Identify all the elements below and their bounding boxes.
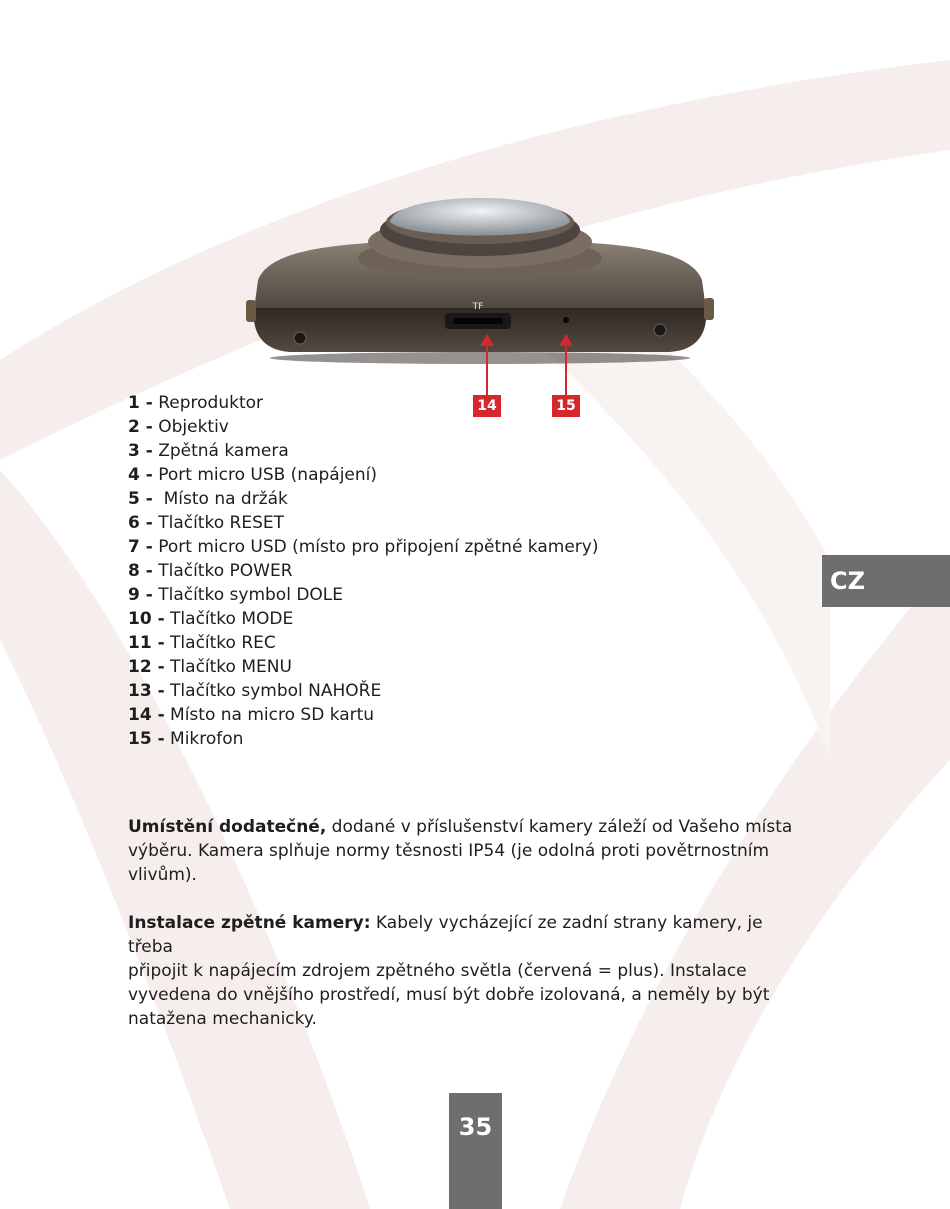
rear-camera-line-1: Kabely vycházející ze zadní strany kamery, je třeba <box>128 913 763 957</box>
item-number: 1 - <box>128 393 153 413</box>
list-item <box>128 511 598 535</box>
item-text: Objektiv <box>152 417 229 437</box>
item-text: Tlačítko REC <box>164 633 276 653</box>
item-number: 4 - <box>128 465 153 485</box>
list-item <box>128 655 598 679</box>
item-number: 8 - <box>128 561 153 581</box>
item-text: Místo na držák <box>152 489 288 509</box>
item-number: 3 - <box>128 441 153 461</box>
list-item <box>128 631 598 655</box>
rear-camera-paragraph <box>128 911 808 1031</box>
item-text: Tlačítko symbol DOLE <box>152 585 343 605</box>
item-number: 12 - <box>128 657 165 677</box>
mounting-paragraph <box>128 815 808 887</box>
callout-badge-14: 14 <box>473 395 501 417</box>
rear-camera-lead: Instalace zpětné kamery: <box>128 913 371 933</box>
item-number: 9 - <box>128 585 153 605</box>
list-item <box>128 463 598 487</box>
list-item <box>128 535 598 559</box>
list-item <box>128 607 598 631</box>
list-item <box>128 439 598 463</box>
rear-camera-line-4: natažena mechanicky. <box>128 1009 317 1029</box>
dashcam-illustration <box>240 180 720 380</box>
item-number: 7 - <box>128 537 153 557</box>
tf-label: TF <box>472 302 484 312</box>
item-text: Místo na micro SD kartu <box>164 705 375 725</box>
mounting-line-3: vlivům). <box>128 865 197 885</box>
list-item <box>128 679 598 703</box>
language-tab: CZ <box>822 555 950 607</box>
item-text: Port micro USD (místo pro připojení zpětné kamery) <box>152 537 599 557</box>
list-item <box>128 415 598 439</box>
item-number: 10 - <box>128 609 165 629</box>
list-item <box>128 391 598 415</box>
callout-line-15 <box>565 342 567 396</box>
item-number: 15 - <box>128 729 165 749</box>
parts-list <box>128 391 598 751</box>
list-item <box>128 487 598 511</box>
item-text: Zpětná kamera <box>152 441 289 461</box>
item-text: Tlačítko RESET <box>152 513 284 533</box>
mounting-line-1: dodané v příslušenství kamery záleží od Vašeho místa <box>326 817 793 837</box>
item-text: Tlačítko MENU <box>164 657 292 677</box>
item-text: Reproduktor <box>152 393 263 413</box>
item-text: Tlačítko POWER <box>152 561 293 581</box>
callout-line-14 <box>486 342 488 396</box>
mounting-line-2: výběru. Kamera splňuje normy těsnosti IP54 (je odolná proti povětrnostním <box>128 841 770 861</box>
item-number: 2 - <box>128 417 153 437</box>
rear-camera-line-2: připojit k napájecím zdrojem zpětného světla (červená = plus). Instalace <box>128 961 747 981</box>
item-text: Tlačítko symbol NAHOŘE <box>164 681 382 701</box>
page-number: 35 <box>449 1093 502 1209</box>
rear-camera-line-3: vyvedena do vnějšího prostředí, musí být dobře izolovaná, a neměly by být <box>128 985 770 1005</box>
item-number: 5 - <box>128 489 153 509</box>
item-text: Mikrofon <box>164 729 244 749</box>
list-item <box>128 559 598 583</box>
callout-badge-15: 15 <box>552 395 580 417</box>
item-number: 6 - <box>128 513 153 533</box>
item-number: 13 - <box>128 681 165 701</box>
item-text: Port micro USB (napájení) <box>152 465 378 485</box>
list-item <box>128 703 598 727</box>
list-item <box>128 583 598 607</box>
item-number: 14 - <box>128 705 165 725</box>
list-item <box>128 727 598 751</box>
item-text: Tlačítko MODE <box>164 609 294 629</box>
item-number: 11 - <box>128 633 165 653</box>
mounting-lead: Umístění dodatečné, <box>128 817 327 837</box>
